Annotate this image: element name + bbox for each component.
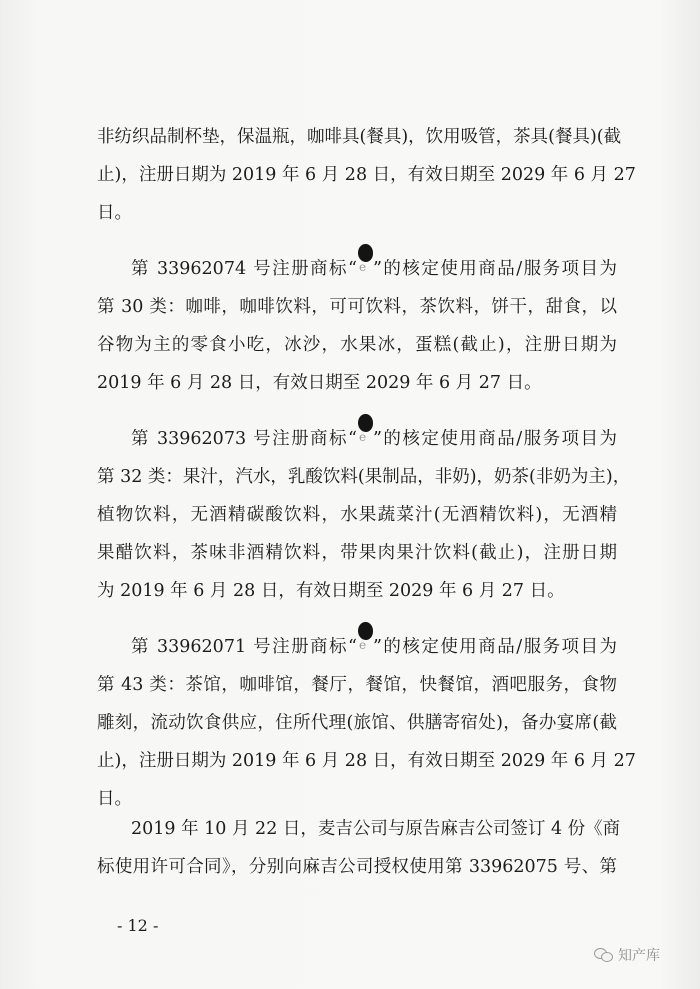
page-number: - 12 - <box>117 916 159 935</box>
text-line: 第 32 类：果汁，汽水，乳酸饮料(果制品，非奶)，奶茶(非奶为主)， <box>97 467 631 487</box>
text-line: 果醋饮料，茶味非酒精饮料，带果肉果汁饮料(截止)，注册日期 <box>97 543 617 563</box>
text-line: 第 30 类：咖啡，咖啡饮料，可可饮料，茶饮料，饼干，甜食，以 <box>97 297 617 317</box>
text-line: 为 2019 年 6 月 28 日，有效日期至 2029 年 6 月 27 日。 <box>97 581 565 601</box>
text-line: 2019 年 6 月 28 日，有效日期至 2029 年 6 月 27 日。 <box>97 373 542 393</box>
text-line: 日。 <box>97 203 132 223</box>
paragraph-first-line: 第 33962071 号注册商标“ e ”的核定使用商品/服务项目为 <box>131 635 617 659</box>
text-line: 止)，注册日期为 2019 年 6 月 28 日，有效日期至 2029 年 6 月 27 <box>97 751 636 771</box>
paragraph-first-line: 第 33962073 号注册商标“ e ”的核定使用商品/服务项目为 <box>131 427 617 451</box>
text-line: 第 43 类：茶馆，咖啡馆，餐厅，餐馆，快餐馆，酒吧服务，食物 <box>97 675 617 695</box>
trademark-mark-icon: e <box>357 258 373 276</box>
source-watermark <box>594 944 660 966</box>
text-line: 非纺织品制杯垫，保温瓶，咖啡具(餐具)，饮用吸管，茶具(餐具)(截 <box>97 127 622 147</box>
text-line: 雕刻，流动饮食供应，住所代理(旅馆、供膳寄宿处)，备办宴席(截 <box>97 713 617 733</box>
wechat-icon <box>594 947 614 963</box>
text-line: 植物饮料，无酒精碳酸饮料，水果蔬菜汁(无酒精饮料)，无酒精 <box>97 505 617 525</box>
watermark-text: 知产库 <box>618 948 660 964</box>
paragraph-first-line: 2019 年 10 月 22 日，麦吉公司与原告麻吉公司签订 4 份《商 <box>131 819 621 839</box>
text-line: 止)，注册日期为 2019 年 6 月 28 日，有效日期至 2029 年 6 月 27 <box>97 165 636 185</box>
text-line: 标使用许可合同》，分别向麻吉公司授权使用第 33962075 号、第 <box>97 857 617 877</box>
trademark-mark-icon: e <box>357 428 373 446</box>
text-line: 日。 <box>97 789 132 809</box>
text-line: 谷物为主的零食小吃，冰沙，水果冰，蛋糕(截止)，注册日期为 <box>97 335 617 355</box>
trademark-mark-icon: e <box>357 636 373 654</box>
paragraph-first-line: 第 33962074 号注册商标“ e ”的核定使用商品/服务项目为 <box>131 257 617 281</box>
